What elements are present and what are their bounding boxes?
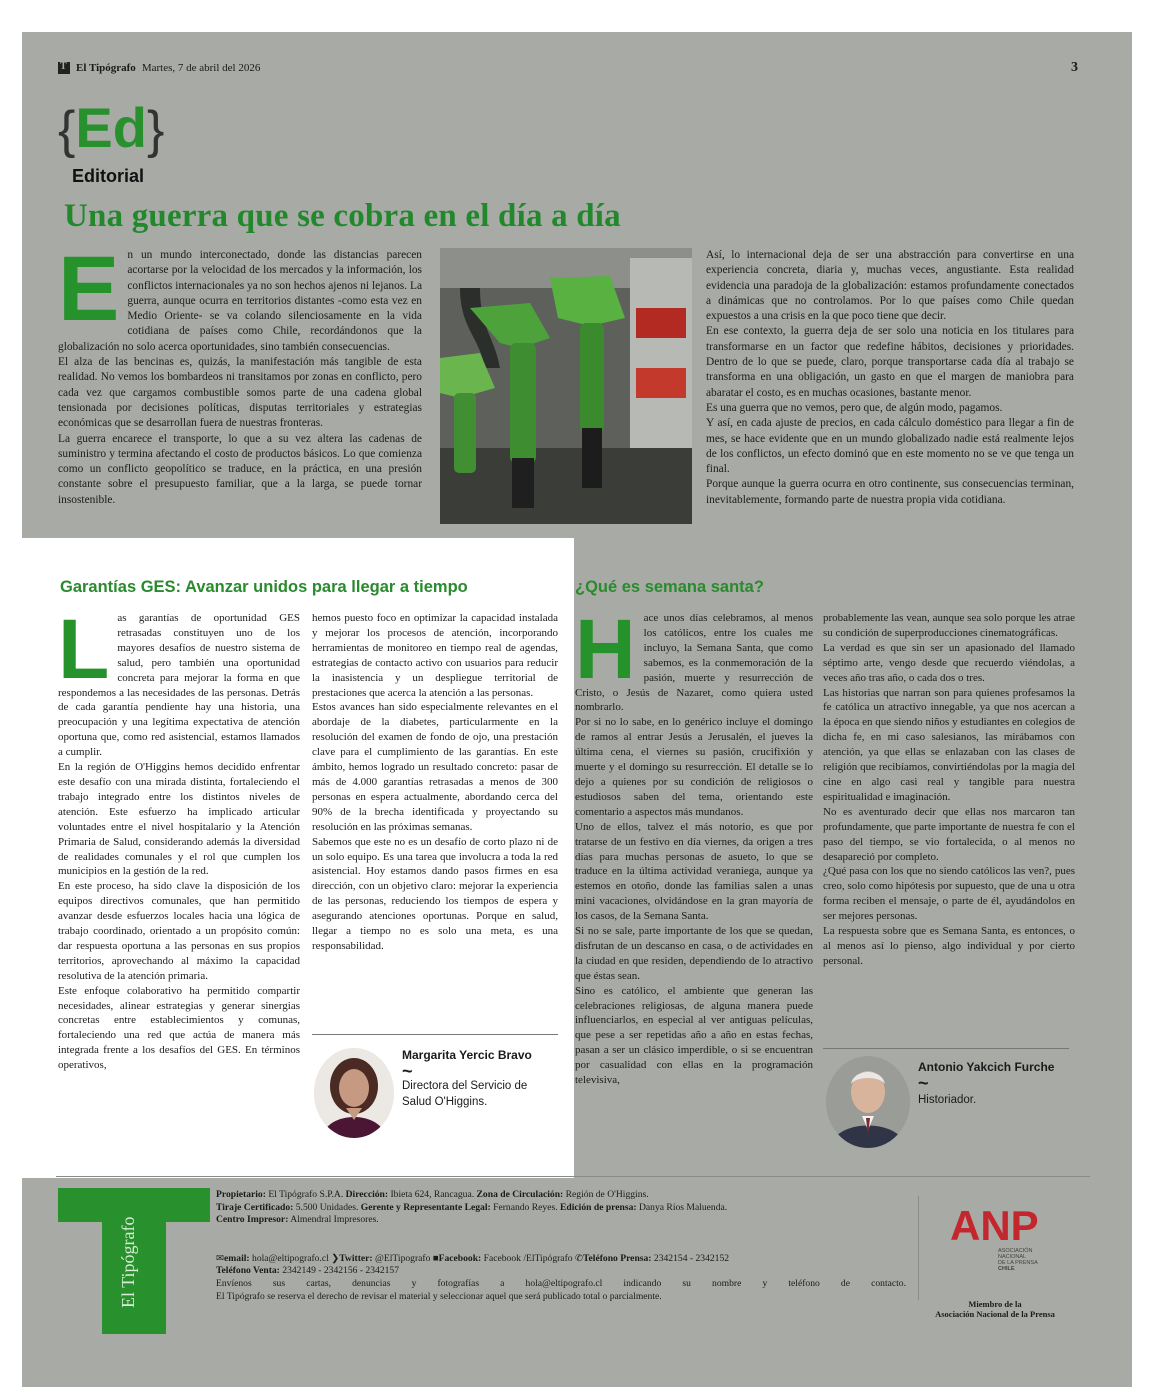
footer-imprint [216, 1189, 906, 1303]
paragraph: Uno de ellos, talvez el más notorio, es que por tratarse de un festivo en día viernes, da origen a tres días para muchas personas de asueto, lo que se traduce en la última actividad veraniega, aunque ya estemos en otoño, donde las familias salen a unas mini vacaciones, olvidándose en la gran mayoría de los casos, de la Semana Santa. [575, 820, 813, 923]
drop-cap: H [575, 602, 636, 696]
anp-logo [920, 1196, 1070, 1278]
paragraph: hemos puesto foco en optimizar la capacidad instalada y mejorar los procesos de atención, incorporando herramientas de monitoreo en tiempo real de agendas, estrategias de contacto activo con usuarios para reducir la inasistencia y un despliegue territorial de prestaciones que acerca la atención a las personas. [312, 612, 558, 699]
paragraph: ¿Qué pasa con los que no siendo católicos las ven?, pues creo, solo como hipótesis por supuesto, que de una u otra forma reciben el mensaje, o parte de él, ayudándolos en ser mejores personas. [823, 865, 1075, 923]
paragraph: Es una guerra que no vemos, pero que, de algún modo, pagamos. [706, 401, 1003, 414]
paragraph: En la región de O'Higgins hemos decidido enfrentar este desafío con una mirada distinta, fortaleciendo el trabajo integrado entre los distintos niveles de atención. Este esfuerzo ha implicado articular voluntades entre el nivel hospitalario y la Atención Primaria de Salud, considerando además la diversidad de realidades comunales y el rol que cumplen los municipios en la gestión de la red. [58, 761, 300, 878]
ges-column-1 [58, 602, 300, 1073]
svg-text:CHILE: CHILE [998, 1266, 1015, 1272]
paragraph: Así, lo internacional deja de ser una abstracción para convertirse en una experiencia concreta, diaria y, muchas veces, angustiante. Esta realidad evidencia una paradoja de la globalización: estamos profundamente conectados a dinámicas que no controlamos. Por lo que países como Chile quedan expuestos a una crisis en la que poco tiene que decir. [706, 249, 1074, 323]
semana-santa-headline: ¿Qué es semana santa? [575, 578, 764, 596]
svg-text:ASOCIACIÓN: ASOCIACIÓN [998, 1248, 1033, 1254]
paragraph: Este enfoque colaborativo ha permitido compartir necesidades, alinear estrategias y generar sinergias concretas entre establecimientos y comunas, fortaleciendo una red que actúa de manera más integrada frente a los desafíos del GES. En términos operativos, [58, 984, 300, 1072]
paragraph: La guerra encarece el transporte, lo que a su vez altera las cadenas de suministro y termina afectando el costo de productos básicos. Lo que comienza como un conflicto geopolítico se traduce, en la práctica, en una presión constante sobre el presupuesto familiar, que a la larga, se puede tornar insostenible. [58, 432, 422, 506]
drop-cap: E [58, 238, 120, 340]
phone-icon: ✆ [574, 1252, 584, 1264]
anp-member-line-2: Asociación Nacional de la Prensa [935, 1309, 1055, 1319]
facebook-link[interactable]: Facebook /ElTipógrafo [481, 1252, 575, 1264]
issue-date: Martes, 7 de abril del 2026 [141, 62, 261, 74]
twitter-link[interactable]: @ElTipografo [372, 1252, 433, 1264]
footer-note: Envíenos sus cartas, denuncias y fotografías a hola@eltipografo.cl indicando su nombre y teléfono de contacto. [216, 1277, 906, 1289]
paragraph: Las historias que narran son para quienes profesamos la fe católica un atractivo innegable, ya que nos acercan a la época en que siendo niños y estudiantes en colegios de dicha fe, en mi caso salesianos, las mirábamos con atención, ya que ellas se enlazaban con las clases de religión que recibíamos, convirtiéndolas por la magia del cine en algo casi real y tangible para nuestra espiritualidad e imaginación. [823, 686, 1075, 803]
footer-note: El Tipógrafo se reserva el derecho de revisar el material y seleccionar aquel que será publicado total o parcialmente. [216, 1290, 662, 1302]
paragraph: probablemente las vean, aunque sea solo porque les atrae su condición de superproducciones cinematográficas. [823, 612, 1075, 639]
author-portrait-antonio [826, 1056, 910, 1148]
paragraph: Estos avances han sido especialmente relevantes en el abordaje de la diabetes, particularmente en la resolución del examen de fondo de ojo, una prestación clave para el cumplimiento de las garantías. En este ámbito, hemos logrado un resultado concreto: pasar de más de 4.000 garantías retrasadas a menos de 300 personas en espera actualmente, abordando cerca del 90% de la brecha identificada y proyectando su resolución en las próximas semanas. [312, 701, 558, 833]
author-name: Margarita Yercic Bravo [402, 1048, 532, 1062]
semana-santa-column-2 [823, 611, 1075, 969]
imprint-line: Propietario: El Tipógrafo S.P.A. Dirección: Ibieta 624, Rancagua. Zona de Circulación: Región de O'Higgins. [216, 1189, 649, 1200]
imprint-line: Centro Impresor: Almendral Impresores. [216, 1214, 379, 1226]
svg-text:DE LA PRENSA: DE LA PRENSA [998, 1260, 1038, 1266]
editorial-column-1 [58, 238, 422, 508]
author-name: Antonio Yakcich Furche [918, 1060, 1055, 1074]
ges-column-2 [312, 611, 558, 954]
logo-vertical-text: El Tipógrafo [118, 1216, 138, 1308]
author-tilde: ~ [918, 1073, 929, 1093]
svg-text:NACIONAL: NACIONAL [998, 1254, 1027, 1260]
author-divider [823, 1048, 1069, 1049]
author-role: Historiador. [918, 1094, 977, 1106]
el-tipografo-logo [58, 1188, 210, 1334]
paragraph: as garantías de oportunidad GES retrasadas constituyen uno de los mayores desafíos de nuestro sistema de salud, pero también una oportunidad concreta para mejorar la forma en que respondemos a las necesidades de las personas. Detrás de cada garantía pendiente hay una historia, una preocupación y una legítima expectativa de atención oportuna que, como red asistencial, estamos llamados a cumplir. [58, 612, 300, 759]
fuel-nozzles-photo [440, 248, 692, 524]
anp-member-block [920, 1196, 1070, 1326]
email-icon: ✉ [216, 1252, 225, 1264]
footer-vertical-divider [918, 1196, 919, 1300]
page-header [58, 58, 1078, 78]
anp-member-line-1: Miembro de la [968, 1299, 1022, 1309]
paragraph: La verdad es que sin ser un apasionado del llamado séptimo arte, vengo desde que recuerdo viéndolas, a veces año tras año, o cada dos o tres. [823, 641, 1075, 684]
twitter-icon: ❯ [331, 1252, 340, 1264]
fuel-pump-illustration [440, 248, 692, 524]
editorial-headline: Una guerra que se cobra en el día a día [64, 198, 621, 234]
paragraph: Y así, en cada ajuste de precios, en cada cálculo doméstico para llegar a fin de mes, se hace evidente que en un mundo globalizado nadie está realmente lejos de los conflictos, un efecto dominó que en este momento no se ve que tenga un final. [706, 417, 1074, 476]
footer-divider [56, 1176, 1090, 1177]
imprint-line: Tiraje Certificado: 5.500 Unidades. Gerente y Representante Legal: Fernando Reyes. Edición de prensa: Danya Ríos Maluenda. [216, 1201, 728, 1213]
brand-name: El Tipógrafo [76, 62, 136, 74]
semana-santa-column-1 [575, 602, 813, 1088]
ges-headline: Garantías GES: Avanzar unidos para llegar a tiempo [60, 578, 468, 596]
paragraph: Sabemos que este no es un desafío de corto plazo ni de un solo equipo. Es una tarea que involucra a toda la red asistencial. Hoy estamos dando pasos firmes en esa dirección, con un objetivo claro: mejorar la experiencia de las personas, reduciendo los tiempos de espera y asegurando atenciones oportunas. Porque en salud, llegar a tiempo no es solo una meta, es una responsabilidad. [312, 835, 558, 952]
paragraph: El alza de las bencinas es, quizás, la manifestación más tangible de esta realidad. No vemos los bombardeos ni transitamos por zonas en conflicto, pero cada vez que cargamos combustible somos parte de una cadena global tensionada por decisiones políticas, disputas territoriales y estrategias económicas que se desarrollan fuera de nuestras fronteras. [58, 356, 422, 430]
section-label: Editorial [72, 166, 145, 186]
paragraph: Porque aunque la guerra ocurra en otro continente, sus consecuencias terminan, inevitablemente, formando parte de nuestra propia vida cotidiana. [706, 478, 1074, 506]
editorial-column-3 [706, 248, 1074, 508]
paragraph: La respuesta sobre que es Semana Santa, es entonces, o al menos así lo pienso, algo individual y por cierto personal. [823, 925, 1075, 967]
author-tilde: ~ [402, 1061, 413, 1081]
page-number: 3 [1071, 60, 1078, 75]
drop-cap: L [58, 602, 110, 696]
paragraph: ace unos días celebramos, al menos los católicos, entre los cuales me incluyo, la Semana Santa, que como sabemos, es la conmemoración de la pasión, muerte y resurrección de Cristo, o Jesús de Nazaret, como quiera usted nombrarlo. [575, 612, 813, 714]
paragraph: En este proceso, ha sido clave la disposición de los equipos directivos comunales, que han permitido avanzar desde esfuerzos locales hacia una lógica de trabajo coordinado, orientado a un propósito común: dar respuesta oportuna a las personas en sus propios territorios, aprovechando al máximo la capacidad resolutiva de la atención primaria. [58, 880, 300, 982]
contact-line: ✉email: hola@eltipografo.cl ❯Twitter: @ElTipografo ■Facebook: Facebook /ElTipógrafo ✆Teléfono Prensa: 2342154 - 2342152 [216, 1252, 730, 1264]
contact-line: Teléfono Venta: 2342149 - 2342156 - 2342157 [216, 1265, 400, 1277]
paragraph: Sino es católico, el ambiente que generan las celebraciones religiosas, de alguna manera puede influenciarlos, en especial al ver antiguas películas, que pese a ser repetidas año a año en estas fechas, pasan a ser un clásico imperdible, o si se encuentran por casualidad con ellas en la programación televisiva, [575, 984, 813, 1087]
paragraph: En ese contexto, la guerra deja de ser solo una noticia en los titulares para transformarse en un factor que redefine hábitos, decisiones y prioridades. Dentro de lo que se puede, claro, porque transportarse cada día al trabajo se transforma en una obligación, un gasto en que el margen de maniobra para abaratar el costo, es en muchas ocasiones, bastante menor. [706, 325, 1074, 399]
author-divider [312, 1034, 558, 1035]
paragraph: Por si no lo sabe, en lo genérico incluye el domingo de ramos al entrar Jesús a Jerusalén, el jueves la última cena, el viernes su pasión, crucifixión y muerte y el domingo su resurrección. El detalle se lo dejo a quienes por su condición de religiosos o estudiosos saben del tema, orientando este comentario a aspectos más mundanos. [575, 716, 813, 818]
brand-mini-icon [58, 62, 70, 74]
email-link[interactable]: hola@eltipografo.cl [249, 1252, 332, 1264]
svg-text:ANP: ANP [950, 1202, 1039, 1249]
author-portrait-margarita [314, 1048, 394, 1138]
author-role: Directora del Servicio de Salud O'Higgins. [402, 1080, 528, 1108]
facebook-icon: ■ [432, 1252, 439, 1264]
paragraph: n un mundo interconectado, donde las distancias parecen acortarse por la velocidad de los mercados y la información, los conflictos internacionales ya no son hechos ajenos ni lejanos. La guerra, aunque ocurra en territorios distantes -como esta vez en Medio Oriente- se va colando silenciosamente en la vida cotidiana de países como Chile, recordándonos que la globalización no solo acerca oportunidades, sino también consecuencias. [58, 249, 422, 353]
paragraph: No es aventurado decir que ellas nos marcaron tan profundamente, que parte importante de nuestra fe con el paso del tiempo, se vio fortalecida, o al menos no desapareció por completo. [823, 805, 1075, 863]
editorial-section-mark: {Ed} [58, 96, 165, 159]
paragraph: Si no se sale, parte importante de los que se quedan, disfrutan de un descanso en casa, o de actividades en la ciudad en que residen, dependiendo de lo atractivo que éstas sean. [575, 925, 813, 982]
